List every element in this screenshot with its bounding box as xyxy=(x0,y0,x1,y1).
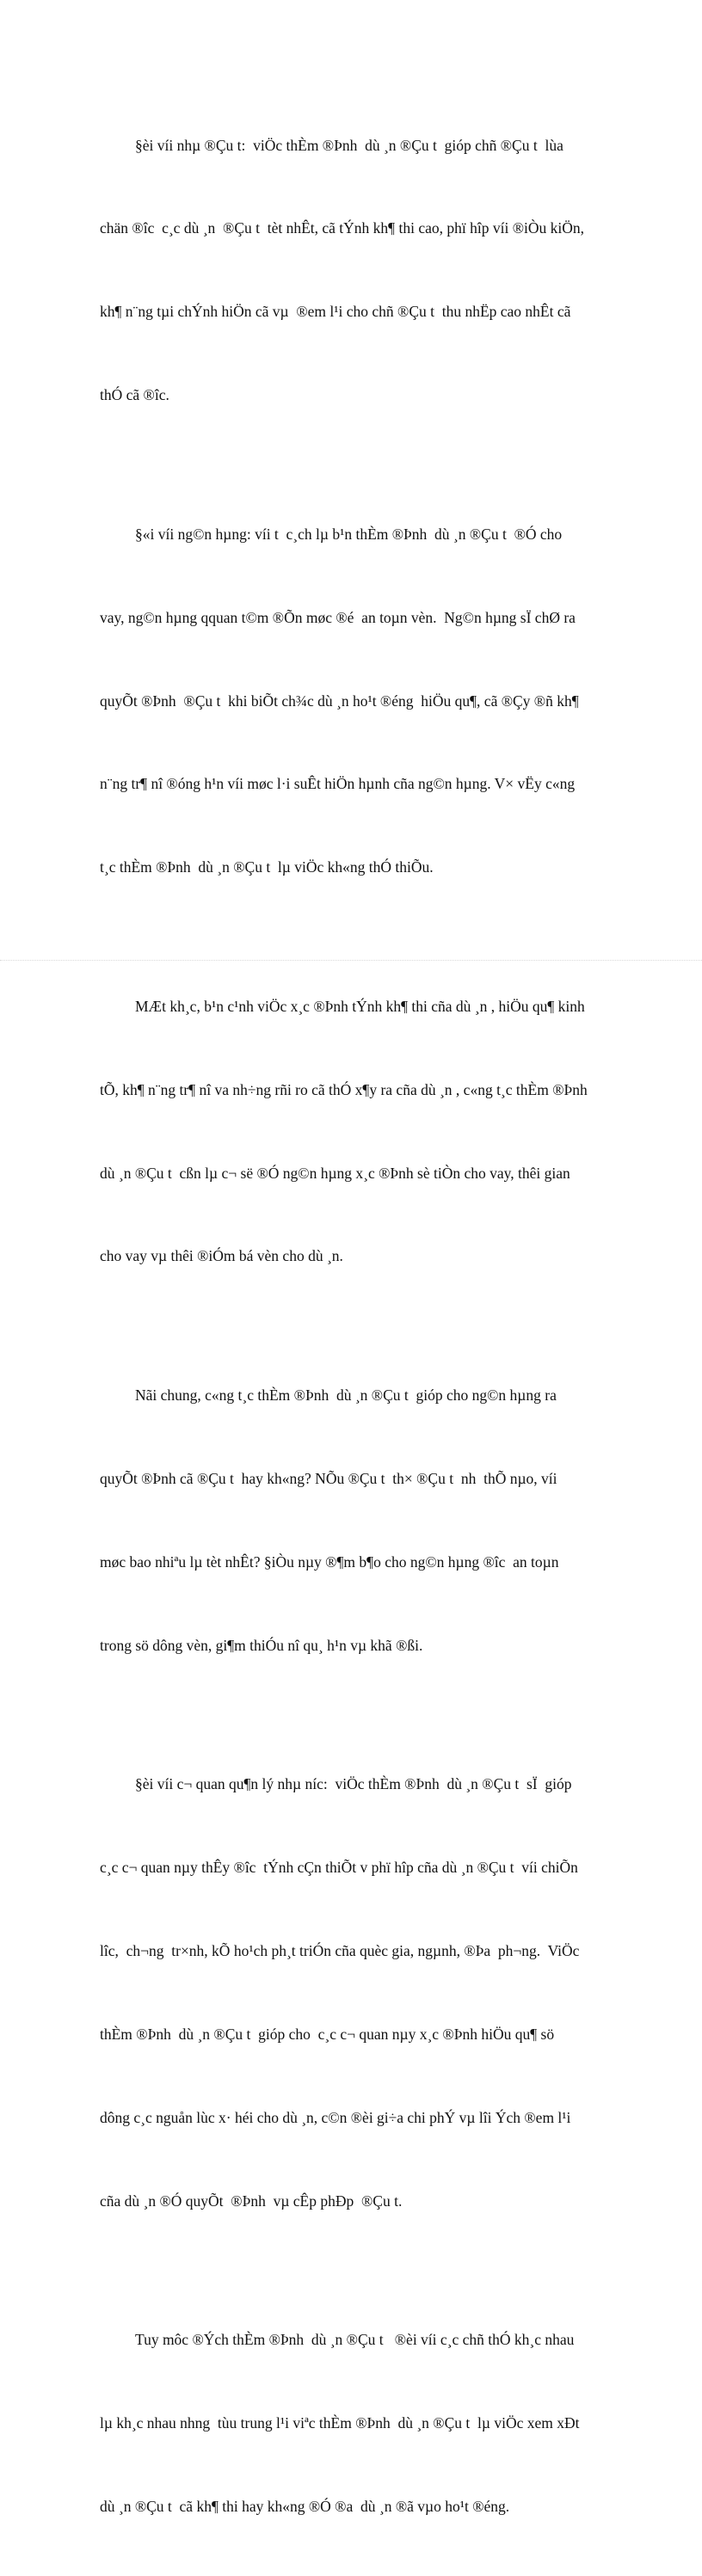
paragraph-bank xyxy=(100,464,642,937)
text-line: thÈm ®Þnh dù ¸n ®Çu t gióp cho c¸c c¬ quan nµy x¸c ®Þnh hiÖu qu¶ sö xyxy=(100,2025,555,2043)
text-line: lµ kh¸c nhau nhng tùu trung l¹i viªc thÈm ®Þnh dù ¸n ®Çu t lµ viÖc xem xÐt xyxy=(100,2413,580,2432)
paragraph-summary xyxy=(100,1325,642,1714)
text-line: Nãi chung, c«ng t¸c thÈm ®Þnh dù ¸n ®Çu t gióp cho ng©n hµng ra xyxy=(135,1386,557,1404)
text-line: cho vay vµ thêi ®iÓm bá vèn cho dù ¸n. xyxy=(100,1247,343,1265)
text-line: Tuy môc ®Ých thÈm ®Þnh dù ¸n ®Çu t ®èi víi c¸c chñ thÓ kh¸c nhau xyxy=(135,2331,575,2349)
text-line: tÕ, kh¶ n¨ng tr¶ nî va nh÷ng rñi ro cã thÓ x¶y ra cña dù ¸n , c«ng t¸c thÈm ®Þnh xyxy=(100,1080,588,1098)
text-line: quyÕt ®Þnh ®Çu t khi biÕt ch¾c dù ¸n ho¹t ®éng hiÖu qu¶, cã ®Çy ®ñ kh¶ xyxy=(100,692,579,710)
text-line: n¨ng tr¶ nî ®óng h¹n víi møc l·i suÊt hiÖn hµnh cña ng©n hµng. V× vËy c«ng xyxy=(100,775,576,793)
text-line: trong sö dông vèn, gi¶m thiÓu nî qu¸ h¹n vµ khã ®ßi. xyxy=(100,1636,423,1654)
text-line: c¸c c¬ quan nµy thÊy ®îc tÝnh cÇn thiÕt v phï hîp cña dù ¸n ®Çu t víi chiÕn xyxy=(100,1859,578,1876)
text-line: §èi víi nhµ ®Çu t: viÖc thÈm ®Þnh dù ¸n ®Çu t gióp chñ ®Çu t lùa xyxy=(135,136,563,154)
text-line: quyÕt ®Þnh cã ®Çu t hay kh«ng? NÕu ®Çu t th× ®Çu t nh thÕ nµo, víi xyxy=(100,1469,557,1487)
text-line: møc bao nhiªu lµ tèt nhÊt? §iÒu nµy ®¶m b¶o cho ng©n hµng ®îc an toµn xyxy=(100,1552,559,1571)
text-line: thÓ cã ®îc. xyxy=(100,386,169,404)
text-line: dù ¸n ®Çu t cßn lµ c¬ së ®Ó ng©n hµng x¸c ®Þnh sè tiÒn cho vay, thêi gian xyxy=(100,1164,570,1182)
paragraph-feasibility xyxy=(100,937,642,1325)
text-line: vay, ng©n hµng qquan t©m ®Õn møc ®é an toµn vèn. Ng©n hµng sÏ chØ ra xyxy=(100,608,576,626)
text-line: §«i víi ng©n hµng: víi t c¸ch lµ b¹n thÈm ®Þnh dù ¸n ®Çu t ®Ó cho xyxy=(135,525,563,543)
text-line: kh¶ n¨ng tµi chÝnh hiÖn cã vµ ®em l¹i cho chñ ®Çu t thu nhËp cao nhÊt cã xyxy=(100,303,571,321)
paragraph-investor xyxy=(100,76,642,464)
text-line: cña dù ¸n ®Ó quyÕt ®Þnh vµ cÊp phÐp ®Çu t. xyxy=(100,2192,403,2210)
text-line: §èi víi c¬ quan qu¶n lý nhµ níc: viÖc thÈm ®Þnh dù ¸n ®Çu t sÏ gióp xyxy=(135,1775,572,1793)
page-bottom-divider xyxy=(0,960,702,961)
text-line: t¸c thÈm ®Þnh dù ¸n ®Çu t lµ viÖc kh«ng thÓ thiÕu. xyxy=(100,858,434,876)
text-line: lîc, ch¬ng tr×nh, kÕ ho¹ch ph¸t triÓn cña quèc gia, ngµnh, ®Þa ph¬ng. ViÖc xyxy=(100,1941,580,1959)
text-line: MÆt kh¸c, b¹n c¹nh viÖc x¸c ®Þnh tÝnh kh¶ thi cña dù ¸n , hiÖu qu¶ kinh xyxy=(135,997,585,1015)
paragraph-conclusion xyxy=(100,2270,642,2575)
text-line: chän ®îc c¸c dù ¸n ®Çu t tèt nhÊt, cã tÝnh kh¶ thi cao, phï hîp víi ®iÒu kiÖn, xyxy=(100,219,584,237)
paragraph-state-agency xyxy=(100,1715,642,2271)
text-line: dù ¸n ®Çu t cã kh¶ thi hay kh«ng ®Ó ®a dù ¸n ®ã vµo ho¹t ®éng. xyxy=(100,2497,510,2515)
text-line: dông c¸c nguån lùc x· héi cho dù ¸n, c©n ®èi gi÷a chi phÝ vµ lîi Ých ®em l¹i xyxy=(100,2108,571,2126)
document-body xyxy=(100,76,642,2576)
